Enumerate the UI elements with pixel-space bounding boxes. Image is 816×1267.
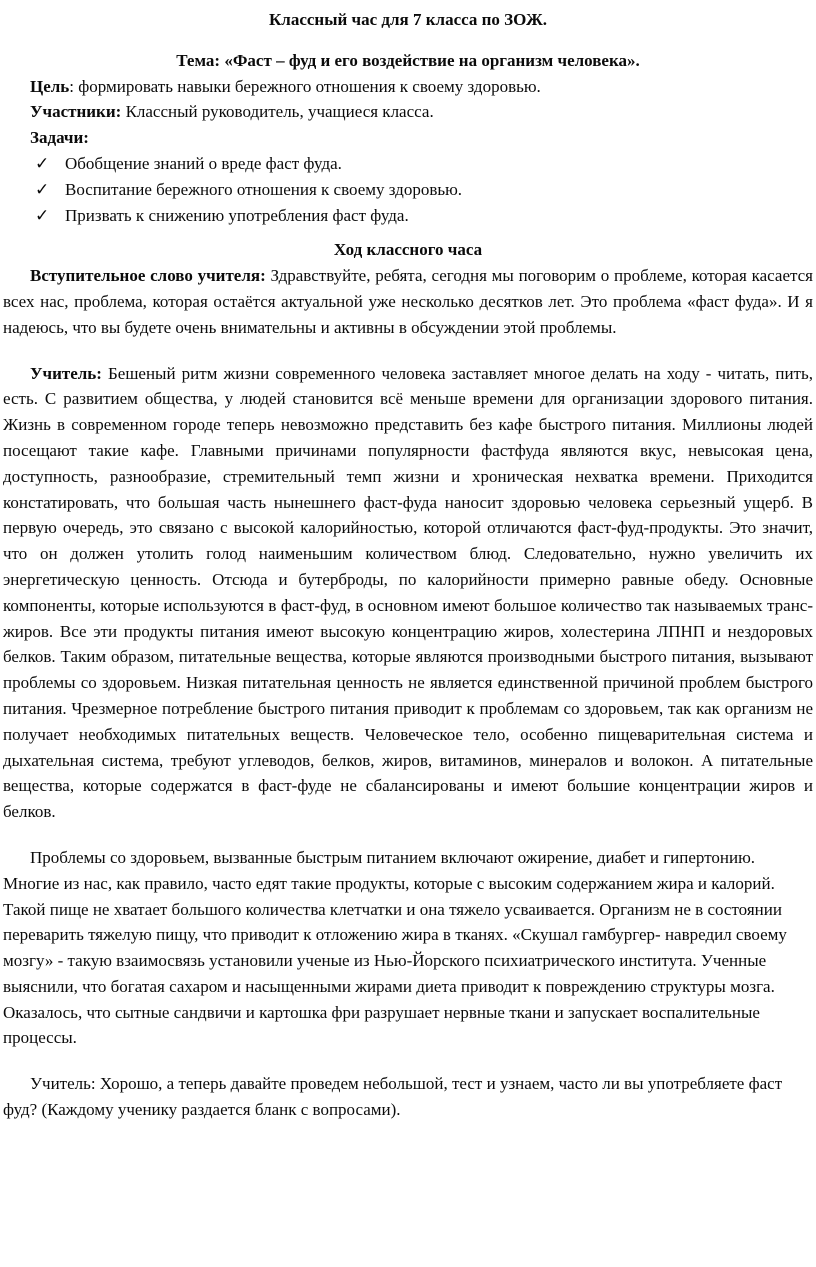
checkmark-icon: ✓: [35, 205, 50, 225]
paragraph-teacher-main: [3, 361, 813, 825]
task-text: Обобщение знаний о вреде фаст фуда.: [65, 153, 342, 173]
participants-line: [3, 99, 813, 125]
intro-lead: Вступительное слово учителя:: [30, 266, 266, 286]
checkmark-icon: ✓: [35, 153, 50, 173]
intro-text: Здравствуйте, ребята, сегодня мы поговорим о проблеме, которая касается всех нас, проблема, которая остаётся актуальной уже несколько десятков лет. Это проблема «фаст фуда». И я надеюсь, что вы будете очень внимательны и активны в обсуждении этой проблемы.: [3, 266, 814, 337]
task-item: [3, 203, 813, 229]
participants-text: Классный руководитель, учащиеся класса.: [121, 102, 434, 122]
paragraph-intro: [3, 263, 813, 340]
teacher-main-lead: Учитель:: [30, 363, 102, 383]
paragraph-teacher-test: Учитель: Хорошо, а теперь давайте проведем небольшой, тест и узнаем, часто ли вы употребляете фаст фуд? (Каждому ученику раздается бланк с вопросами).: [3, 1074, 783, 1120]
task-item: [3, 177, 813, 203]
section-heading: Ход классного часа: [333, 240, 483, 260]
task-text: Призвать к снижению употребления фаст фуда.: [65, 205, 409, 225]
task-item: [3, 151, 813, 177]
goal-label: Цель: [30, 76, 70, 96]
checkmark-icon: ✓: [35, 179, 50, 199]
participants-label: Участники:: [30, 102, 122, 122]
tasks-label: Задачи:: [30, 128, 89, 148]
tasks-list: [3, 151, 813, 228]
page-title: Классный час для 7 класса по ЗОЖ.: [268, 10, 548, 29]
goal-text: : формировать навыки бережного отношения к своему здоровью.: [69, 76, 541, 96]
goal-line: [3, 74, 813, 100]
teacher-main-text: Бешеный ритм жизни современного человека заставляет многое делать на ходу - читать, пить, есть. С развитием общества, у людей становится всё меньше времени для организации здорового питания. Жизнь в современном городе теперь невозможно представить без кафе быстрого питания. Миллионы людей посещают такие кафе. Главными причинами популярности фастфуда являются вкус, невысокая цена, доступность, разнообразие, стремительный темп жизни и хроническая нехватка времени. Приходится констатировать, что большая часть нынешнего фаст-фуда наносит здоровью человека серьезный ущерб. В первую очередь, это связано с высокой калорийностью, которой отличаются фаст-фуд-продукты. Это значит, что он должен утолить голод наименьшим количеством блюд. Следовательно, нужно увеличить их энергетическую ценность. Отсюда и бутерброды, по калорийности примерно равные обеду. Основные компоненты, которые используются в фаст-фуд, в основном имеют большое количество так называемых транс-жиров. Все эти продукты питания имеют высокую концентрацию жиров, холестерина ЛПНП и нездоровых белков. Таким образом, питательные вещества, которые являются производными быстрого питания, вызывают проблемы со здоровьем. Низкая питательная ценность не является единственной причиной проблем быстрого питания. Чрезмерное потребление быстрого питания приводит к проблемам со здоровьем, так как организм не получает необходимых питательных веществ. Человеческое тело, особенно пищеварительная система и дыхательная система, требуют углеводов, белков, жиров, витаминов, минералов и волокон. А питательные вещества, которые содержатся в фаст-фуде не сбалансированы и имеют большие концентрации жиров и белков.: [3, 363, 813, 822]
theme-title: Тема: «Фаст – фуд и его воздействие на организм человека».: [176, 50, 640, 70]
paragraph-health-problems: Проблемы со здоровьем, вызванные быстрым питанием включают ожирение, диабет и гипертонию. Многие из нас, как правило, часто едят такие продукты, которые с высоким содержанием жира и калорий. Такой пище не хватает большого количества клетчатки и она тяжело усваивается. Организм не в состоянии переварить тяжелую пищу, что приводит к отложению жира в тканях. «Скушал гамбургер- навредил своему мозгу» - такую взаимосвязь установили ученые из Нью-Йорского психиатрического института. Ученные выяснили, что богатая сахаром и насыщенными жирами диета приводит к повреждению структуры мозга. Оказалось, что сытные сандвичи и картошка фри разрушает нервные ткани и запускает воспалительные процессы.: [3, 847, 787, 1048]
task-text: Воспитание бережного отношения к своему здоровью.: [65, 179, 463, 199]
